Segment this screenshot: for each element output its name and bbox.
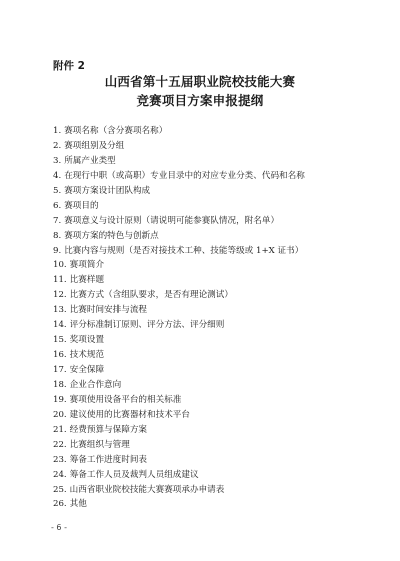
outline-item: [53, 229, 305, 244]
outline-item-number: 4.: [53, 170, 62, 181]
outline-item-text: 筹备工作人员及裁判人员组成建议: [69, 469, 199, 480]
outline-item-text: 建议使用的比赛器材和技术平台: [69, 409, 190, 420]
outline-item-number: 1.: [53, 126, 62, 136]
outline-item-number: 16.: [53, 350, 67, 361]
outline-item: [53, 423, 305, 438]
attachment-label: 附件 2: [53, 60, 85, 72]
outline-item: [53, 273, 305, 288]
outline-item: [53, 363, 305, 378]
outline-item-number: 7.: [53, 215, 62, 226]
outline-item: [53, 258, 305, 273]
outline-item-number: 20.: [53, 409, 67, 420]
outline-item-number: 5.: [53, 185, 62, 196]
outline-item: [53, 154, 305, 169]
outline-item-text: 赛项方案的特色与创新点: [64, 230, 159, 241]
outline-item: [53, 184, 305, 199]
outline-item: [53, 288, 305, 303]
outline-item: [53, 438, 305, 453]
outline-item-text: 在现行中职（或高职）专业目录中的对应专业分类、代码和名称: [64, 170, 305, 181]
outline-item: [53, 393, 305, 408]
outline-item: [53, 378, 305, 393]
outline-item: [53, 348, 305, 363]
outline-item-text: 赛项名称（含分赛项名称）: [64, 126, 168, 136]
outline-item-number: 10.: [53, 260, 67, 271]
outline-item-number: 26.: [53, 499, 67, 510]
outline-item-text: 比赛样题: [69, 275, 105, 286]
outline-item-text: 所属产业类型: [64, 155, 116, 166]
outline-item-number: 15.: [53, 335, 67, 346]
outline-item: [53, 408, 305, 423]
outline-item: [53, 169, 305, 184]
outline-item-text: 比赛组织与管理: [69, 439, 130, 450]
document-title-line2: 竞赛项目方案申报提纲: [136, 93, 264, 108]
outline-item-number: 14.: [53, 320, 67, 331]
outline-item: [53, 468, 305, 483]
outline-item-number: 13.: [53, 305, 67, 316]
outline-item-text: 赛项方案设计团队构成: [64, 185, 151, 196]
outline-item-text: 奖项设置: [69, 335, 105, 346]
outline-item-number: 24.: [53, 469, 67, 480]
outline-item-text: 赛项组别及分组: [64, 140, 125, 151]
outline-item: [53, 333, 305, 348]
outline-item-text: 赛项目的: [64, 200, 99, 211]
outline-item-number: 3.: [53, 155, 62, 166]
outline-item-text: 赛项使用设备平台的相关标准: [69, 394, 182, 405]
outline-item-number: 12.: [53, 290, 67, 301]
outline-item-number: 21.: [53, 424, 67, 435]
outline-item: [53, 453, 305, 468]
outline-item-number: 18.: [53, 379, 67, 390]
outline-item-text: 比赛内容与规则（是否对接技术工种、技能等级或 1+X 证书）: [64, 245, 304, 256]
outline-item-number: 2.: [53, 140, 62, 151]
outline-item-number: 8.: [53, 230, 62, 241]
outline-item-number: 23.: [53, 454, 67, 465]
outline-item-text: 赛项意义与设计原则（请说明可能参赛队情况，附名单）: [64, 215, 280, 226]
outline-item: [53, 303, 305, 318]
outline-item-text: 比赛时间安排与流程: [69, 305, 148, 316]
outline-item-number: 17.: [53, 365, 67, 375]
outline-item-number: 9.: [53, 245, 62, 256]
outline-item-text: 筹备工作进度时间表: [69, 454, 148, 465]
outline-item-text: 山西省职业院校技能大赛赛项承办申请表: [69, 484, 225, 495]
outline-item-text: 安全保障: [69, 365, 105, 375]
page-number: - 6 -: [51, 523, 67, 532]
outline-item: [53, 214, 305, 229]
outline-item: [53, 139, 305, 154]
outline-item: [53, 497, 305, 512]
outline-item: [53, 244, 305, 259]
document-title-line1: 山西省第十五届职业院校技能大赛: [104, 74, 296, 89]
outline-item-text: 经费预算与保障方案: [69, 424, 148, 435]
outline-item-text: 比赛方式（含组队要求，是否有理论测试）: [69, 290, 233, 301]
outline-item-number: 6.: [53, 200, 62, 211]
outline-item-text: 企业合作意向: [69, 379, 122, 390]
outline-item-number: 25.: [53, 484, 67, 495]
outline-item-number: 22.: [53, 439, 67, 450]
outline-item-number: 11.: [53, 275, 67, 286]
outline-item: [53, 124, 305, 139]
outline-item: [53, 199, 305, 214]
outline-item-number: 19.: [53, 394, 67, 405]
outline-item-text: 评分标准制订原则、评分方法、评分细则: [69, 320, 225, 331]
outline-item: [53, 483, 305, 498]
outline-list: [53, 124, 305, 512]
outline-item-text: 赛项简介: [69, 260, 105, 271]
outline-item-text: 技术规范: [69, 350, 105, 361]
outline-item: [53, 318, 305, 333]
outline-item-text: 其他: [69, 499, 87, 510]
